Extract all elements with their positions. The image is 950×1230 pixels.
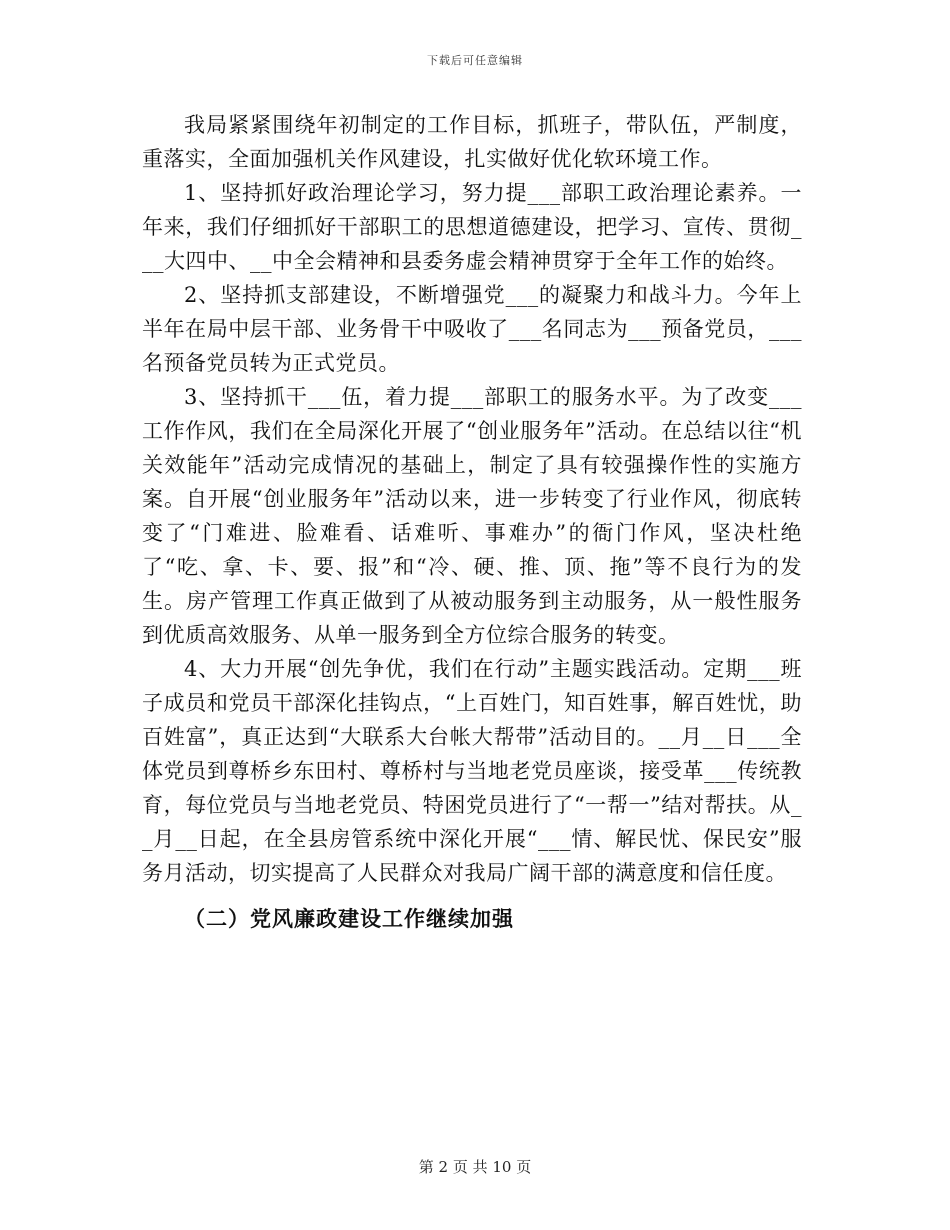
paragraph-item-1: 1、坚持抓好政治理论学习，努力提___部职工政治理论素养。一年来，我们仔细抓好干部职工的思想道德建设，把学习、宣传、贯彻___大四中、__中全会精神和县委务虚会精神贯穿于全年工作的始终。 xyxy=(142,181,802,273)
paragraph-intro: 我局紧紧围绕年初制定的工作目标，抓班子，带队伍，严制度，重落实，全面加强机关作风建设，扎实做好优化软环境工作。 xyxy=(142,113,802,171)
paragraph-item-2: 2、坚持抓支部建设，不断增强党___的凝聚力和战斗力。今年上半年在局中层干部、业务骨干中吸收了___名同志为___预备党员，___名预备党员转为正式党员。 xyxy=(142,283,802,375)
section-heading: （二）党风廉政建设工作继续加强 xyxy=(184,907,514,931)
paragraph-item-4: 4、大力开展“创先争优，我们在行动”主题实践活动。定期___班子成员和党员干部深化挂钩点，“上百姓门，知百姓事，解百姓忧，助百姓富”，真正达到“大联系大台帐大帮带”活动目的。__月__日___全体党员到尊桥乡东田村、尊桥村与当地老党员座谈，接受革___传统教育，每位党员与当地老党员、特困党员进行了“一帮一”结对帮扶。从__月__日起，在全县房管系统中深化开展“___情、解民忧、保民安”服务月活动，切实提高了人民群众对我局广阔干部的满意度和信任度。 xyxy=(142,657,802,885)
paragraph-item-3: 3、坚持抓干___伍，着力提___部职工的服务水平。为了改变___工作作风，我们在全局深化开展了“创业服务年”活动。在总结以往“机关效能年”活动完成情况的基础上，制定了具有较强操作性的实施方案。自开展“创业服务年”活动以来，进一步转变了行业作风，彻底转变了“门难进、脸难看、话难听、事难办”的衙门作风，坚决杜绝了“吃、拿、卡、要、报”和“冷、硬、推、顶、拖”等不良行为的发生。房产管理工作真正做到了从被动服务到主动服务，从一般性服务到优质高效服务、从单一服务到全方位综合服务的转变。 xyxy=(142,385,802,647)
page-number: 第 2 页 共 10 页 xyxy=(418,1158,532,1176)
page-header-note: 下载后可任意编辑 xyxy=(427,54,523,67)
document-body xyxy=(142,108,802,936)
